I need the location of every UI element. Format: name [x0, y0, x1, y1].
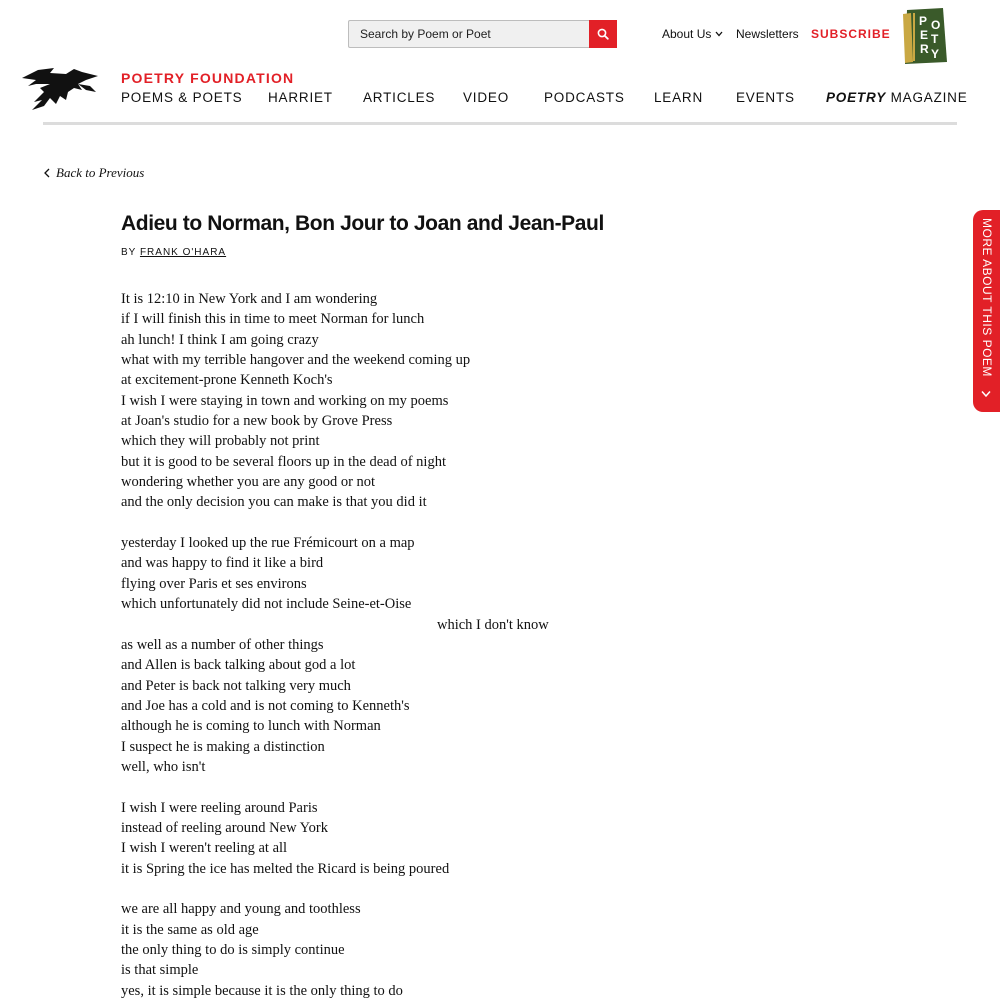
- byline-by: BY: [121, 247, 137, 258]
- poem-line: I suspect he is making a distinction: [121, 738, 325, 755]
- poem-line: we are all happy and young and toothless: [121, 901, 361, 918]
- poem-line: yesterday I looked up the rue Frémicourt on a map: [121, 535, 415, 552]
- poem-title: Adieu to Norman, Bon Jour to Joan and Jean-Paul: [121, 212, 604, 235]
- poem-line: although he is coming to lunch with Norman: [121, 718, 381, 735]
- badge-letter: R: [920, 42, 929, 56]
- poem-line: if I will finish this in time to meet Norman for lunch: [121, 311, 425, 328]
- stanza-break: [121, 777, 681, 797]
- poem-line: and the only decision you can make is that you did it: [121, 494, 427, 511]
- header-divider: [43, 122, 957, 125]
- nav-podcasts[interactable]: PODCASTS: [544, 90, 625, 105]
- poem-line: is that simple: [121, 962, 199, 979]
- chevron-left-icon: [44, 168, 50, 178]
- badge-letter: P: [919, 14, 928, 28]
- magazine-rest: MAGAZINE: [886, 90, 968, 105]
- badge-letter: Y: [931, 47, 940, 61]
- poem-line: as well as a number of other things: [121, 636, 324, 653]
- nav-poems-poets[interactable]: POEMS & POETS: [121, 90, 243, 105]
- about-us-label: About Us: [662, 27, 712, 41]
- subscribe-link[interactable]: SUBSCRIBE: [811, 27, 891, 41]
- nav-video[interactable]: VIDEO: [463, 90, 510, 105]
- more-about-this-poem-tab[interactable]: [973, 210, 1000, 412]
- side-tab-label: MORE ABOUT THIS POEM: [980, 218, 994, 377]
- poem-line: which unfortunately did not include Seine-et-Oise: [121, 596, 412, 613]
- author-link[interactable]: FRANK O'HARA: [139, 247, 227, 258]
- nav-events[interactable]: EVENTS: [736, 90, 795, 105]
- chevron-down-icon: [981, 390, 991, 398]
- main-nav: [121, 90, 968, 108]
- badge-letter: E: [920, 28, 929, 42]
- poem-line: ah lunch! I think I am going crazy: [121, 331, 319, 348]
- poem-line: it is Spring the ice has melted the Ricard is being poured: [121, 860, 450, 877]
- poetry-badge-icon: [903, 8, 949, 64]
- about-us-menu[interactable]: [662, 27, 723, 41]
- poem-line: and Allen is back talking about god a lot: [121, 657, 356, 674]
- poem-body: [121, 289, 681, 1000]
- poem-line: at excitement-prone Kenneth Koch's: [121, 372, 333, 389]
- poem-line: I wish I were reeling around Paris: [121, 799, 318, 816]
- search-input[interactable]: [348, 20, 590, 48]
- poem-line: wondering whether you are any good or not: [121, 474, 376, 491]
- nav-harriet[interactable]: HARRIET: [268, 90, 333, 105]
- poem-line: yes, it is simple because it is the only thing to do: [121, 982, 403, 999]
- chevron-down-icon: [715, 31, 723, 37]
- poem-line: it is the same as old age: [121, 921, 259, 938]
- poem-line: at Joan's studio for a new book by Grove Press: [121, 413, 393, 430]
- pegasus-logo[interactable]: [20, 64, 100, 112]
- poem-line: but it is good to be several floors up in the dead of night: [121, 453, 446, 470]
- poem-line: which they will probably not print: [121, 433, 320, 450]
- nav-poetry-magazine[interactable]: [826, 90, 968, 105]
- nav-articles[interactable]: ARTICLES: [363, 90, 436, 105]
- brand-name: POETRY FOUNDATION: [121, 70, 295, 86]
- search-button[interactable]: [589, 20, 617, 48]
- stanza-break: [121, 513, 681, 533]
- nav-learn[interactable]: LEARN: [654, 90, 704, 105]
- newsletters-link[interactable]: Newsletters: [736, 27, 799, 41]
- badge-letter: O: [931, 18, 941, 32]
- poem-line: and was happy to find it like a bird: [121, 555, 324, 572]
- poem-line: and Peter is back not talking very much: [121, 677, 351, 694]
- poem-line: well, who isn't: [121, 758, 206, 775]
- poem-line: It is 12:10 in New York and I am wondering: [121, 291, 378, 307]
- poem-line: which I don't know: [437, 616, 549, 633]
- poem-line: I wish I weren't reeling at all: [121, 840, 288, 857]
- byline: [121, 247, 226, 258]
- pegasus-icon: [20, 64, 100, 112]
- poem-line: the only thing to do is simply continue: [121, 942, 345, 958]
- poem-line: what with my terrible hangover and the weekend coming up: [121, 352, 471, 369]
- poem-line: flying over Paris et ses environs: [121, 575, 307, 592]
- badge-letter: T: [931, 32, 939, 46]
- search-icon: [597, 28, 609, 40]
- back-label: Back to Previous: [56, 165, 145, 180]
- magazine-em: POETRY: [826, 90, 887, 105]
- poem-line: I wish I were staying in town and working on my poems: [121, 392, 449, 409]
- poem-line: instead of reeling around New York: [121, 819, 328, 836]
- poetry-magazine-badge[interactable]: [903, 8, 949, 64]
- back-to-previous-link[interactable]: [44, 165, 144, 181]
- poem-line: and Joe has a cold and is not coming to Kenneth's: [121, 697, 410, 714]
- stanza-break: [121, 879, 681, 899]
